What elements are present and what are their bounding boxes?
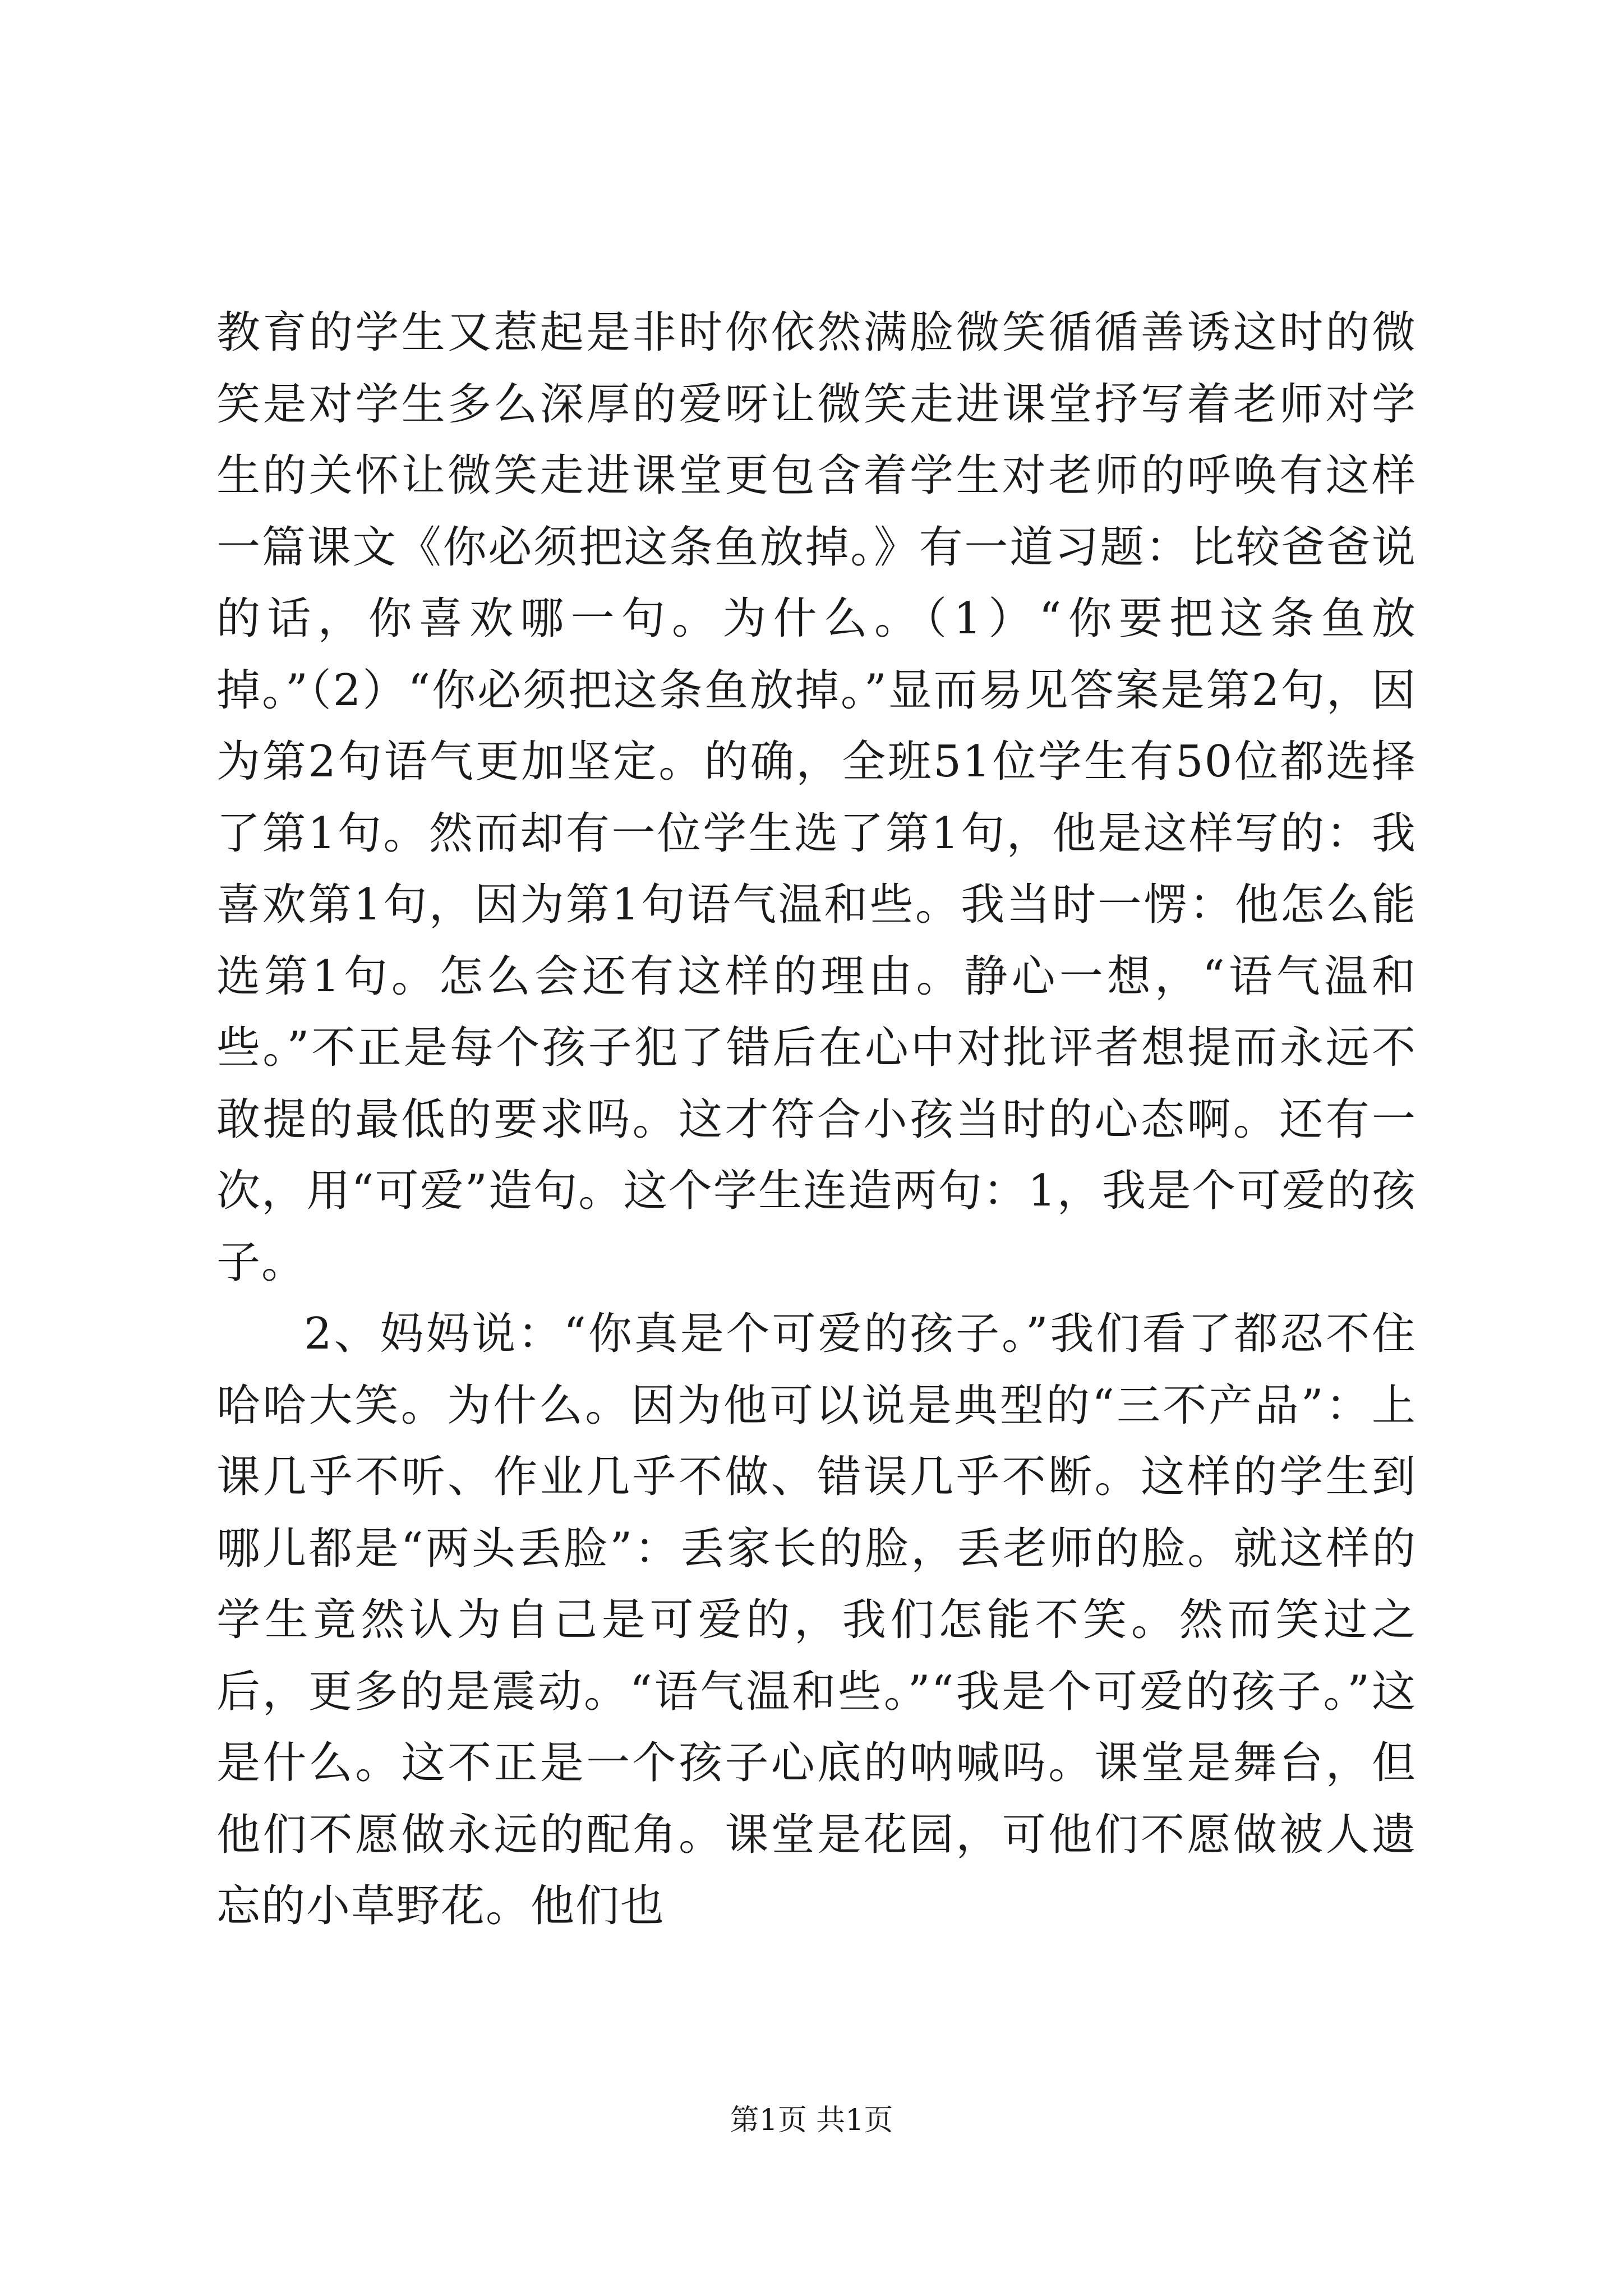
body-text [216, 297, 1417, 1943]
paragraph-2: 2、妈妈说：“你真是个可爱的孩子。”我们看了都忍不住哈哈大笑。为什么。因为他可以说是典型的“三不产品”：上课几乎不听、作业几乎不做、错误几乎不断。这样的学生到哪儿都是“两头丢脸”：丢家长的脸，丢老师的脸。就这样的学生竟然认为自己是可爱的，我们怎能不笑。然而笑过之后，更多的是震动。“语气温和些。”“我是个可爱的孩子。”这是什么。这不正是一个孩子心底的呐喊吗。课堂是舞台，但他们不愿做永远的配角。课堂是花园，可他们不愿做被人遗忘的小草野花。他们也 [216, 1309, 1417, 1931]
page-footer: 第1页 共1页 [730, 2104, 893, 2137]
paragraph-1: 教育的学生又惹起是非时你依然满脸微笑循循善诱这时的微笑是对学生多么深厚的爱呀让微笑走进课堂抒写着老师对学生的关怀让微笑走进课堂更包含着学生对老师的呼唤有这样一篇课文《你必须把这条鱼放掉。》有一道习题：比较爸爸说的话，你喜欢哪一句。为什么。（1）“你要把这条鱼放掉。”（2）“你必须把这条鱼放掉。”显而易见答案是第2句，因为第2句语气更加坚定。的确，全班51位学生有50位都选择了第1句。然而却有一位学生选了第1句，他是这样写的：我喜欢第1句，因为第1句语气温和些。我当时一愣：他怎么能选第1句。怎么会还有这样的理由。静心一想，“语气温和些。”不正是每个孩子犯了错后在心中对批评者想提而永远不敢提的最低的要求吗。这才符合小孩当时的心态啊。还有一次，用“可爱”造句。这个学生连造两句：1，我是个可爱的孩子。 [216, 307, 1417, 1288]
